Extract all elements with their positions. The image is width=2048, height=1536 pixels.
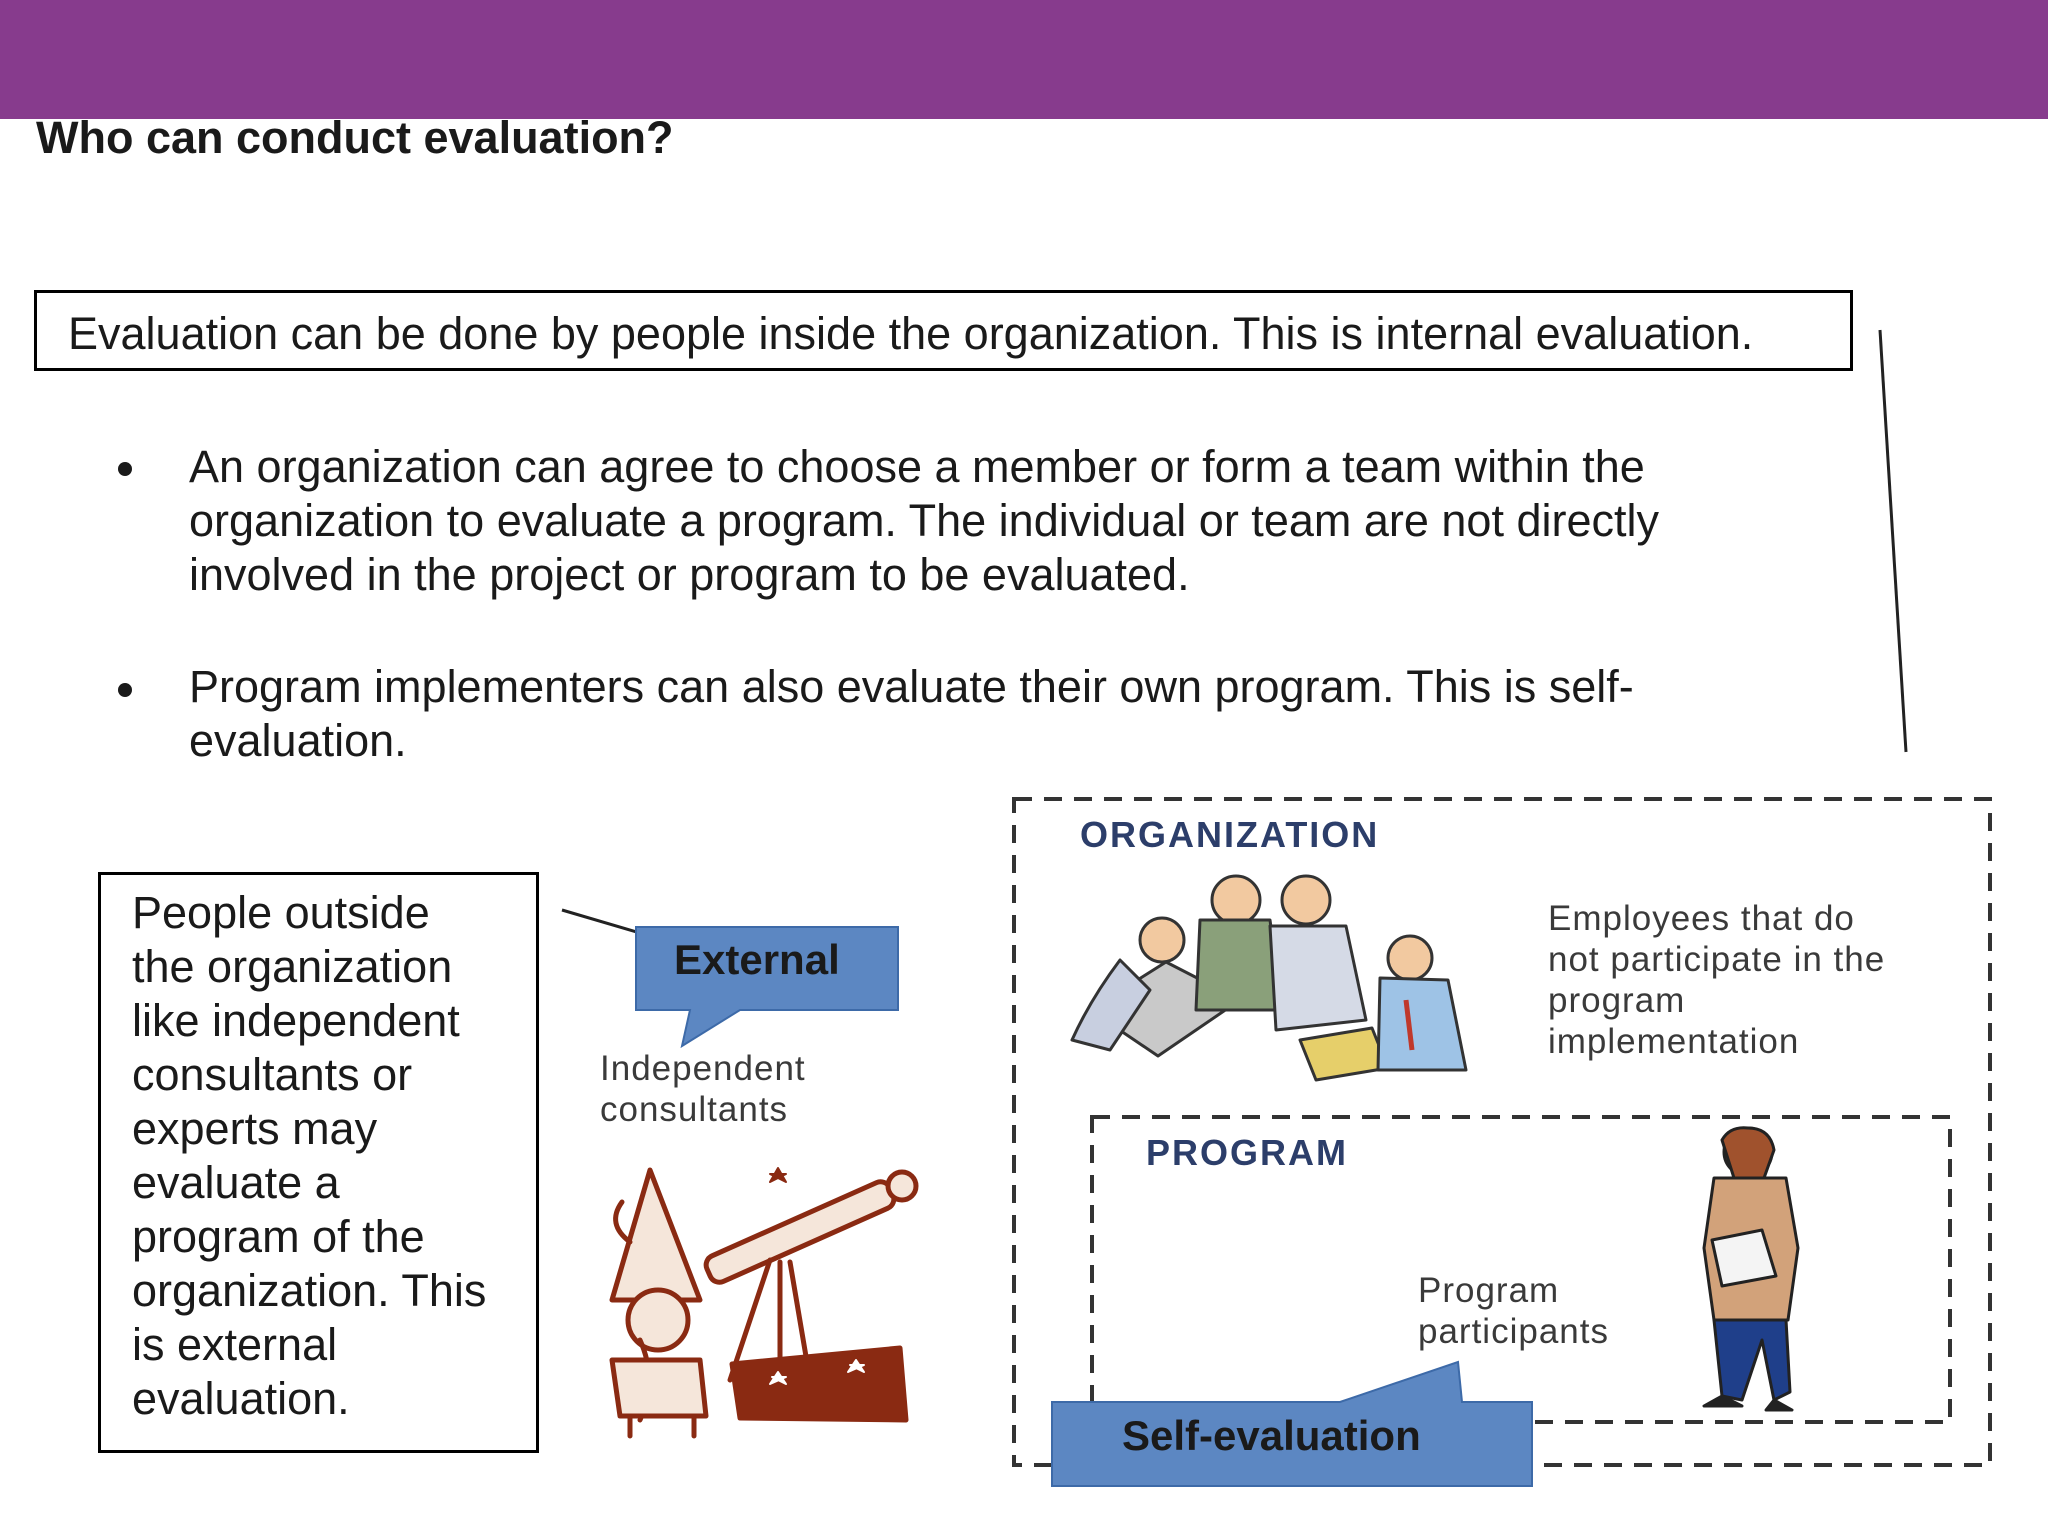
external-line: consultants or	[132, 1049, 413, 1100]
standing-man-icon	[1704, 1128, 1798, 1410]
external-line: program of the	[132, 1211, 425, 1262]
external-line: evaluation.	[132, 1373, 350, 1424]
connector-line	[1880, 330, 1906, 752]
slide-title: Who can conduct evaluation?	[36, 112, 674, 163]
external-line: organization. This	[132, 1265, 487, 1316]
label-line: Program	[1418, 1271, 1560, 1310]
program-participants-label	[1418, 1270, 1609, 1352]
internal-evaluation-text: Evaluation can be done by people inside the organization. This is internal evaluation.	[68, 308, 1754, 359]
external-line: evaluate a	[132, 1157, 340, 1208]
external-line: is external	[132, 1319, 338, 1370]
program-label: PROGRAM	[1146, 1132, 1348, 1173]
external-line: the organization	[132, 941, 453, 992]
external-callout-label: External	[674, 936, 840, 983]
label-line: Employees that do	[1548, 899, 1855, 938]
label-line: consultants	[600, 1090, 789, 1129]
independent-consultants-label	[600, 1048, 806, 1130]
bullet-line: Program implementers can also evaluate their own program. This is self-	[189, 661, 1634, 712]
bullet-line: evaluation.	[189, 715, 407, 766]
organization-label: ORGANIZATION	[1080, 814, 1380, 855]
external-line: experts may	[132, 1103, 378, 1154]
bullet-line: organization to evaluate a program. The individual or team are not directly	[189, 495, 1659, 546]
bullet-line: An organization can agree to choose a member or form a team within the	[189, 441, 1645, 492]
label-line: implementation	[1548, 1022, 1800, 1061]
external-line: like independent	[132, 995, 460, 1046]
team-meeting-icon	[1072, 876, 1466, 1080]
employees-label	[1548, 898, 1885, 1062]
bullet-line: involved in the project or program to be evaluated.	[189, 549, 1190, 600]
label-line: participants	[1418, 1312, 1609, 1351]
self-evaluation-callout-label: Self-evaluation	[1122, 1412, 1421, 1459]
external-line: People outside	[132, 887, 430, 938]
label-line: not participate in the	[1548, 940, 1886, 979]
label-line: Independent	[600, 1049, 806, 1088]
connector-line	[562, 910, 640, 933]
label-line: program	[1548, 981, 1686, 1020]
wizard-telescope-icon	[612, 1168, 916, 1436]
